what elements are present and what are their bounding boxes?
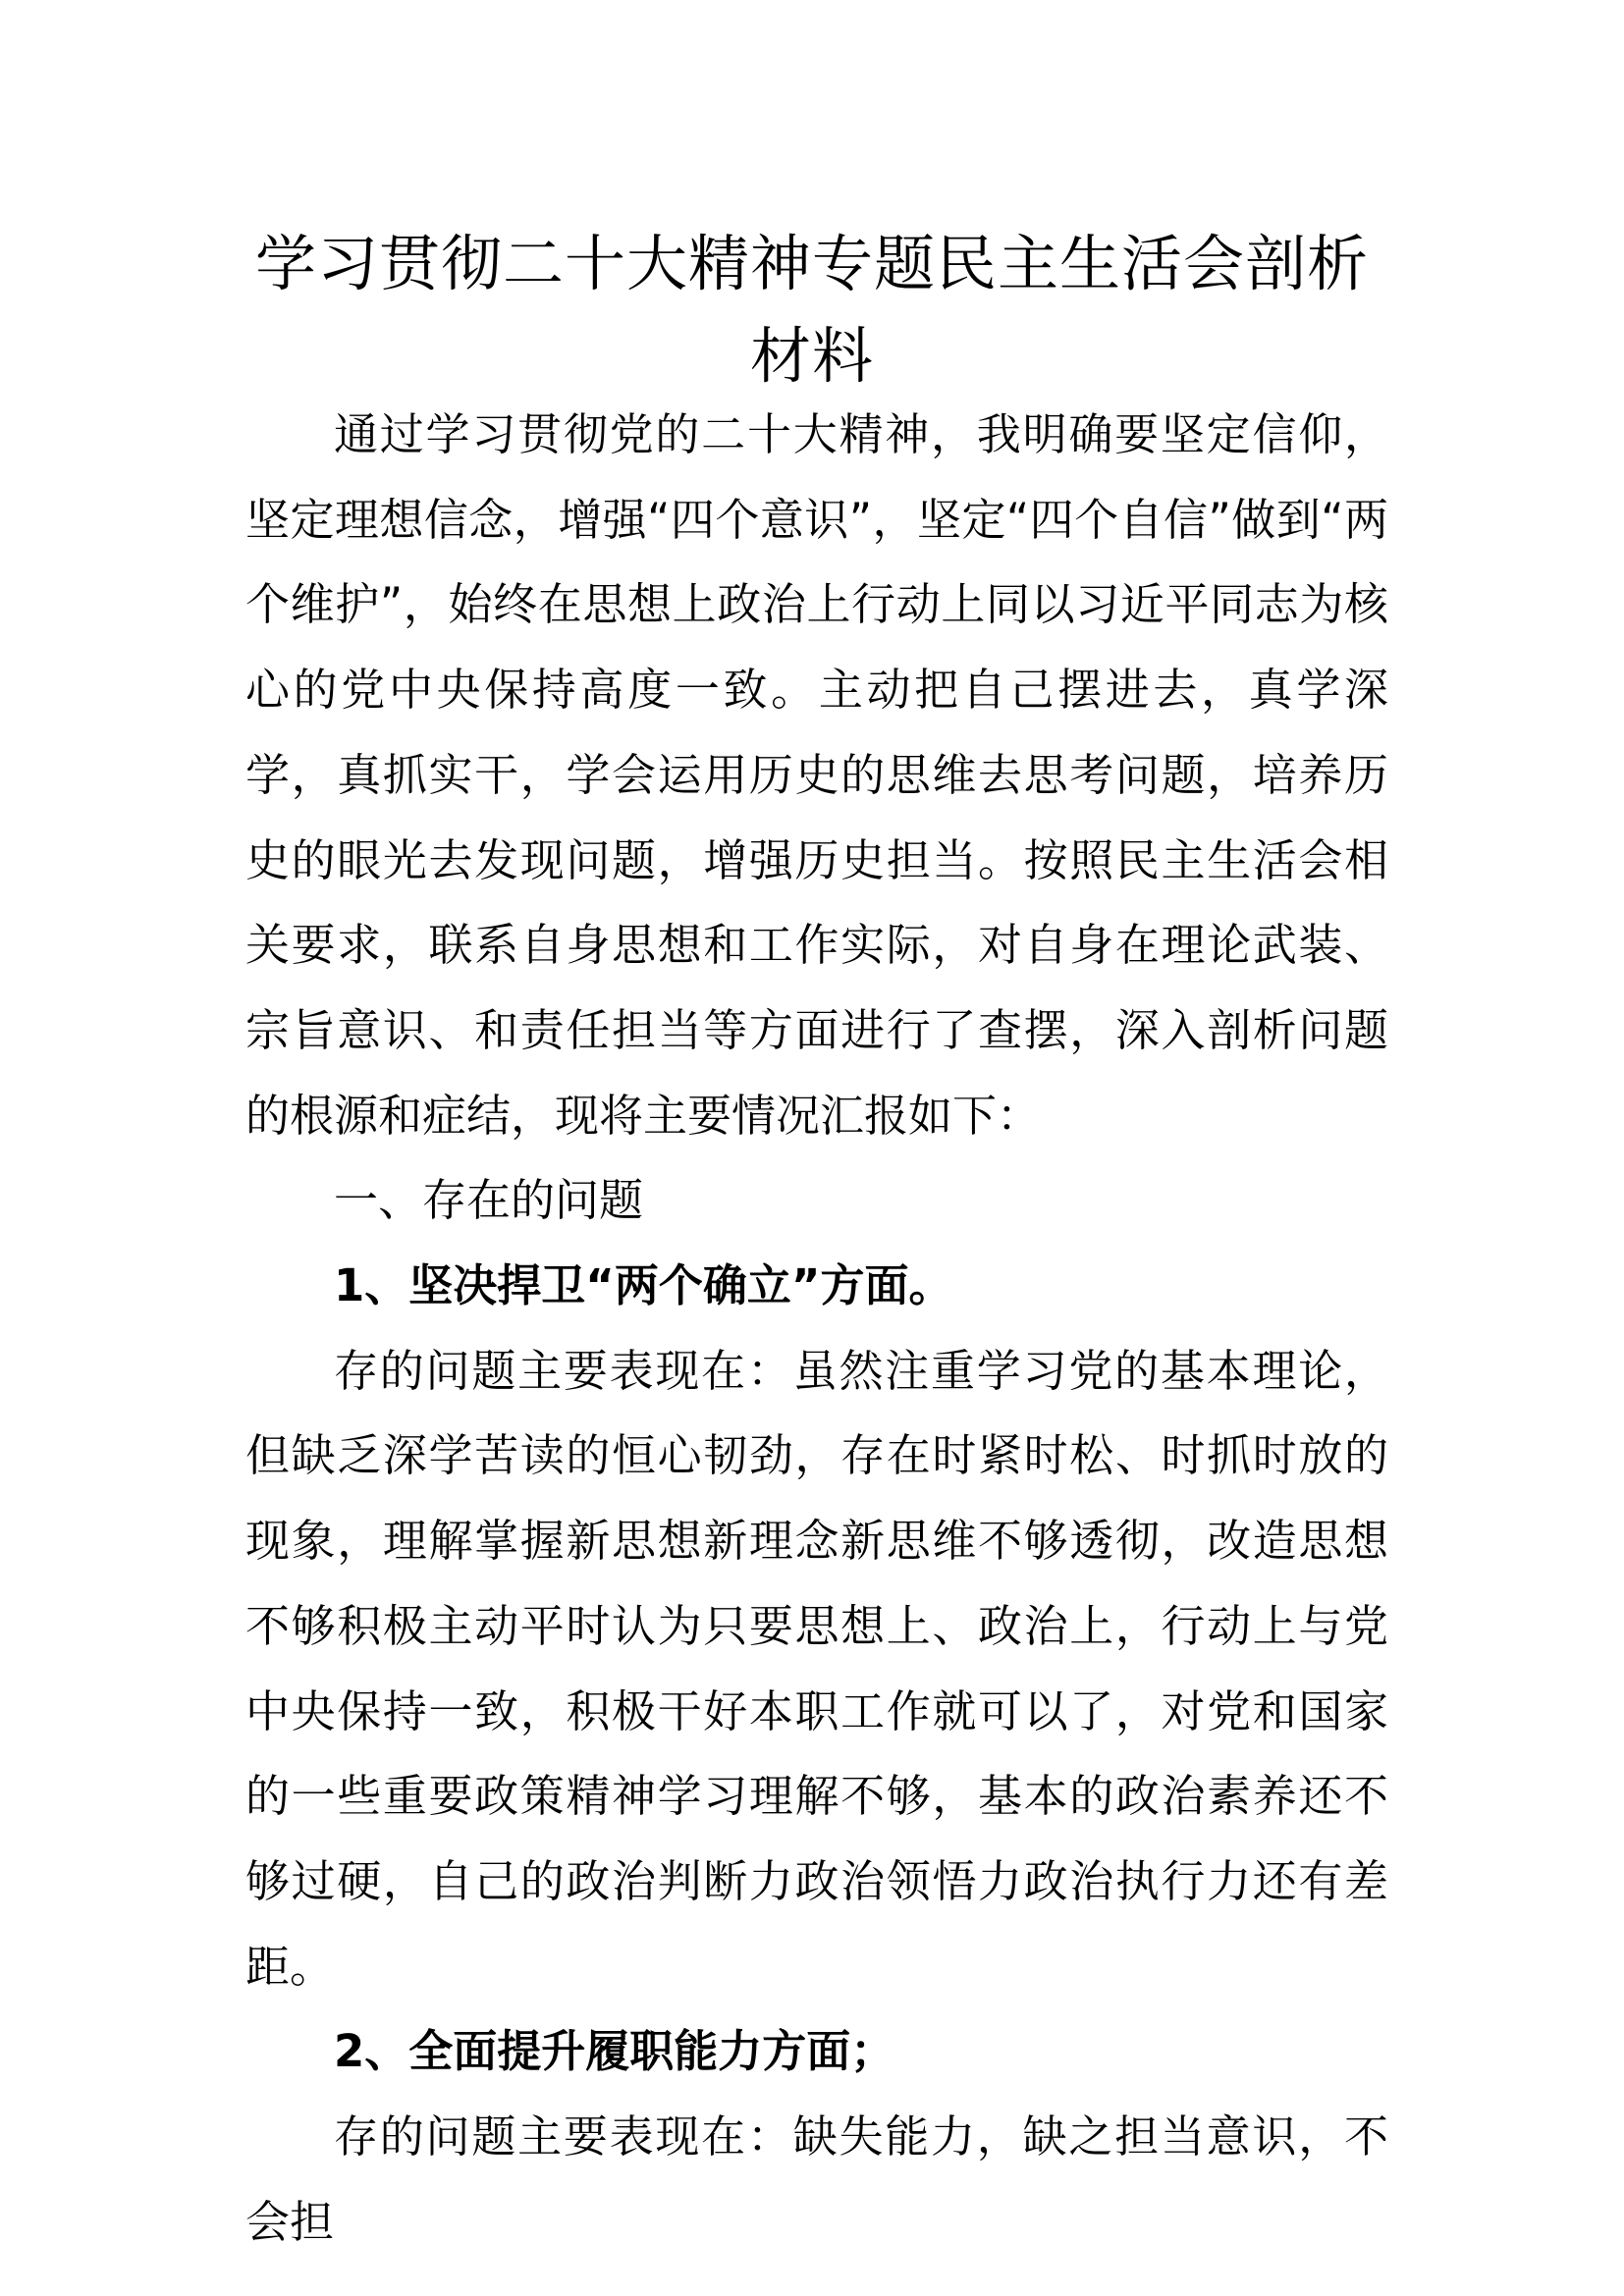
document-title: 学习贯彻二十大精神专题民主生活会剖析材料 (254, 228, 1369, 392)
item-paragraph-two: 存的问题主要表现在：缺失能力，缺之担当意识，不会担 (245, 2110, 1388, 2248)
item-paragraph-one: 存的问题主要表现在：虽然注重学习党的基本理论，但缺乏深学苦读的恒心韧劲，存在时紧时松、时抓时放的现象，理解掌握新思想新理念新思维不够透彻，改造思想不够积极主动平时认为只要思想上、政治上，行动上与党中央保持一致，积极干好本职工作就可以了，对党和国家的一些重要政策精神学习理解不够，基本的政治素养还不够过硬，自己的政治判断力政治领悟力政治执行力还有差距。 (245, 1344, 1388, 1993)
item-heading-one: 1、坚决捍卫“两个确立”方面。 (334, 1259, 953, 1312)
item-heading-two: 2、全面提升履职能力方面； (334, 2025, 895, 2078)
intro-paragraph: 通过学习贯彻党的二十大精神，我明确要坚定信仰，坚定理想信念，增强“四个意识”，坚定“四个自信”做到“两个维护”，始终在思想上政治上行动上同以习近平同志为核心的党中央保持高度一致。主动把自己摆进去，真学深学，真抓实干，学会运用历史的思维去思考问题，培养历史的眼光去发现问题，增强历史担当。按照民主生活会相关要求，联系自身思想和工作实际，对自身在理论武装、宗旨意识、和责任担当等方面进行了查摆，深入剖析问题的根源和症结，现将主要情况汇报如下： (245, 408, 1388, 1142)
document-body (245, 393, 1388, 2265)
section-heading-problems: 一、存在的问题 (334, 1174, 644, 1227)
